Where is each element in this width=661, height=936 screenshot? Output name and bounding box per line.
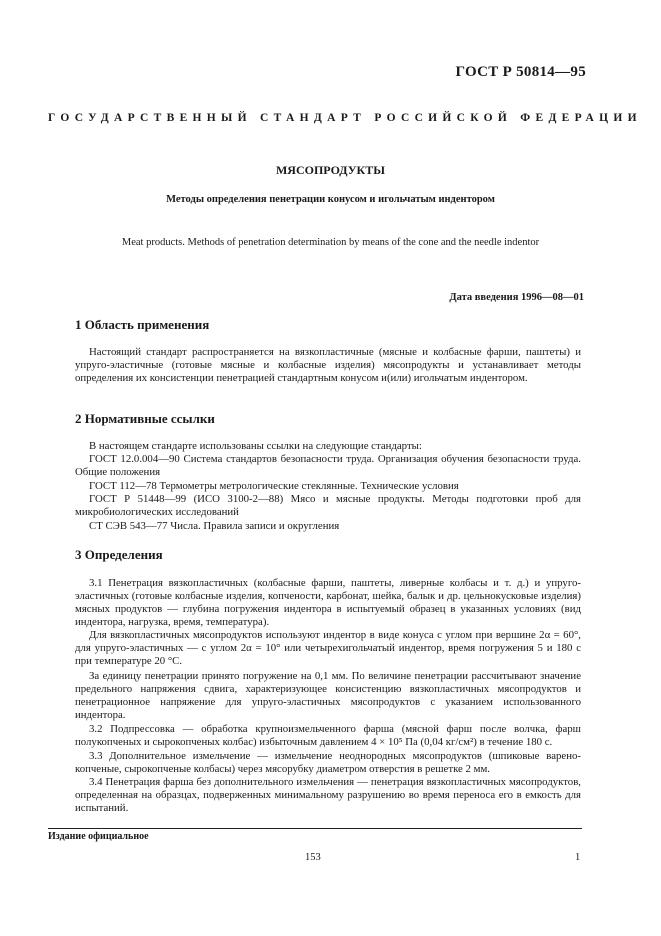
definition-3-2: 3.2 Подпрессовка — обработка крупноизмельченного фарша (мясной фарш после волчка, фарш полукопченых и сырокопченых колбас) избыточным давлением 4 × 10⁵ Па (0,04 кг/см²) в течение 180 с.	[75, 723, 581, 748]
document-number: ГОСТ Р 50814—95	[455, 64, 586, 80]
definition-3-3: 3.3 Дополнительное измельчение — измельчение неоднородных мясопродуктов (шпиковые варено-копченые, сырокопченые колбасы) через мясорубку диаметром отверстия в решетке 2 мм.	[75, 750, 581, 775]
reference-item: ГОСТ 12.0.004—90 Система стандартов безопасности труда. Организация обучения безопасности труда. Общие положения	[75, 453, 581, 478]
english-title: Meat products. Methods of penetration determination by means of the cone and the needle indentor	[121, 237, 540, 248]
page-number-right: 1	[575, 852, 581, 863]
section-1-text: Настоящий стандарт распространяется на вязкопластичные (мясные и колбасные фарши, паштеты) и упруго-эластичные (готовые мясные и колбасные изделия) мясопродукты и устанавливает методы определения их консистенции пенетрацией стандартным конусом и(или) игольчатым индентором.	[75, 346, 581, 384]
reference-item: ГОСТ Р 51448—99 (ИСО 3100-2—88) Мясо и мясные продукты. Методы подготовки проб для микробиологических исследований	[75, 493, 581, 518]
document-subtitle: Методы определения пенетрации конусом и игольчатым индентором	[166, 194, 495, 205]
section-3-heading: 3 Определения	[75, 547, 163, 562]
section-2-intro: В настоящем стандарте использованы ссылки на следующие стандарты:	[89, 440, 422, 452]
introduction-date: Дата введения 1996—08—01	[449, 292, 584, 303]
document-title: МЯСОПРОДУКТЫ	[275, 163, 386, 177]
reference-item: ГОСТ 112—78 Термометры метрологические стеклянные. Технические условия	[89, 480, 459, 492]
page-number-center: 153	[305, 852, 321, 863]
standard-banner: ГОСУДАРСТВЕННЫЙ СТАНДАРТ РОССИЙСКОЙ ФЕДЕРАЦИИ	[48, 112, 642, 124]
edition-label: Издание официальное	[48, 831, 149, 842]
definition-3-1: 3.1 Пенетрация вязкопластичных (колбасные фарши, паштеты, ливерные колбасы и т. д.) и упруго-эластичных (готовые колбасные изделия, копчености, карбонат, шейка, балык и др. цельнокусковые изделия) мясных продуктов — глубина погружения индентора в испытуемый образец в указанных условиях (вид индентора, нагрузка, время, температура).	[75, 577, 581, 628]
section-2-heading: 2 Нормативные ссылки	[75, 411, 215, 426]
reference-item: СТ СЭВ 543—77 Числа. Правила записи и округления	[89, 520, 340, 532]
definition-3-4: 3.4 Пенетрация фарша без дополнительного измельчения — пенетрация вязкопластичных мясопродуктов, определенная на образцах, подверженных минимальному разрушению во время переноса его в емкость для испытаний.	[75, 776, 581, 814]
footer-divider	[48, 828, 582, 829]
definition-3-1-unit: За единицу пенетрации принято погружение на 0,1 мм. По величине пенетрации рассчитывают значение предельного напряжения сдвига, характеризующее консистенцию вязкопластичных мясопродуктов и пенетрационное напряжение для упруго-эластичных мясопродуктов с указанием использованного индентора.	[75, 670, 581, 721]
section-1-heading: 1 Область применения	[75, 317, 210, 332]
definition-3-1-cone: Для вязкопластичных мясопродуктов используют индентор в виде конуса с углом при вершине 2α = 60°, для упруго-эластичных — с углом 2α = 10° или четырехигольчатый индентор, время погружения 5 и 180 с при температуре 20 °С.	[75, 629, 581, 667]
